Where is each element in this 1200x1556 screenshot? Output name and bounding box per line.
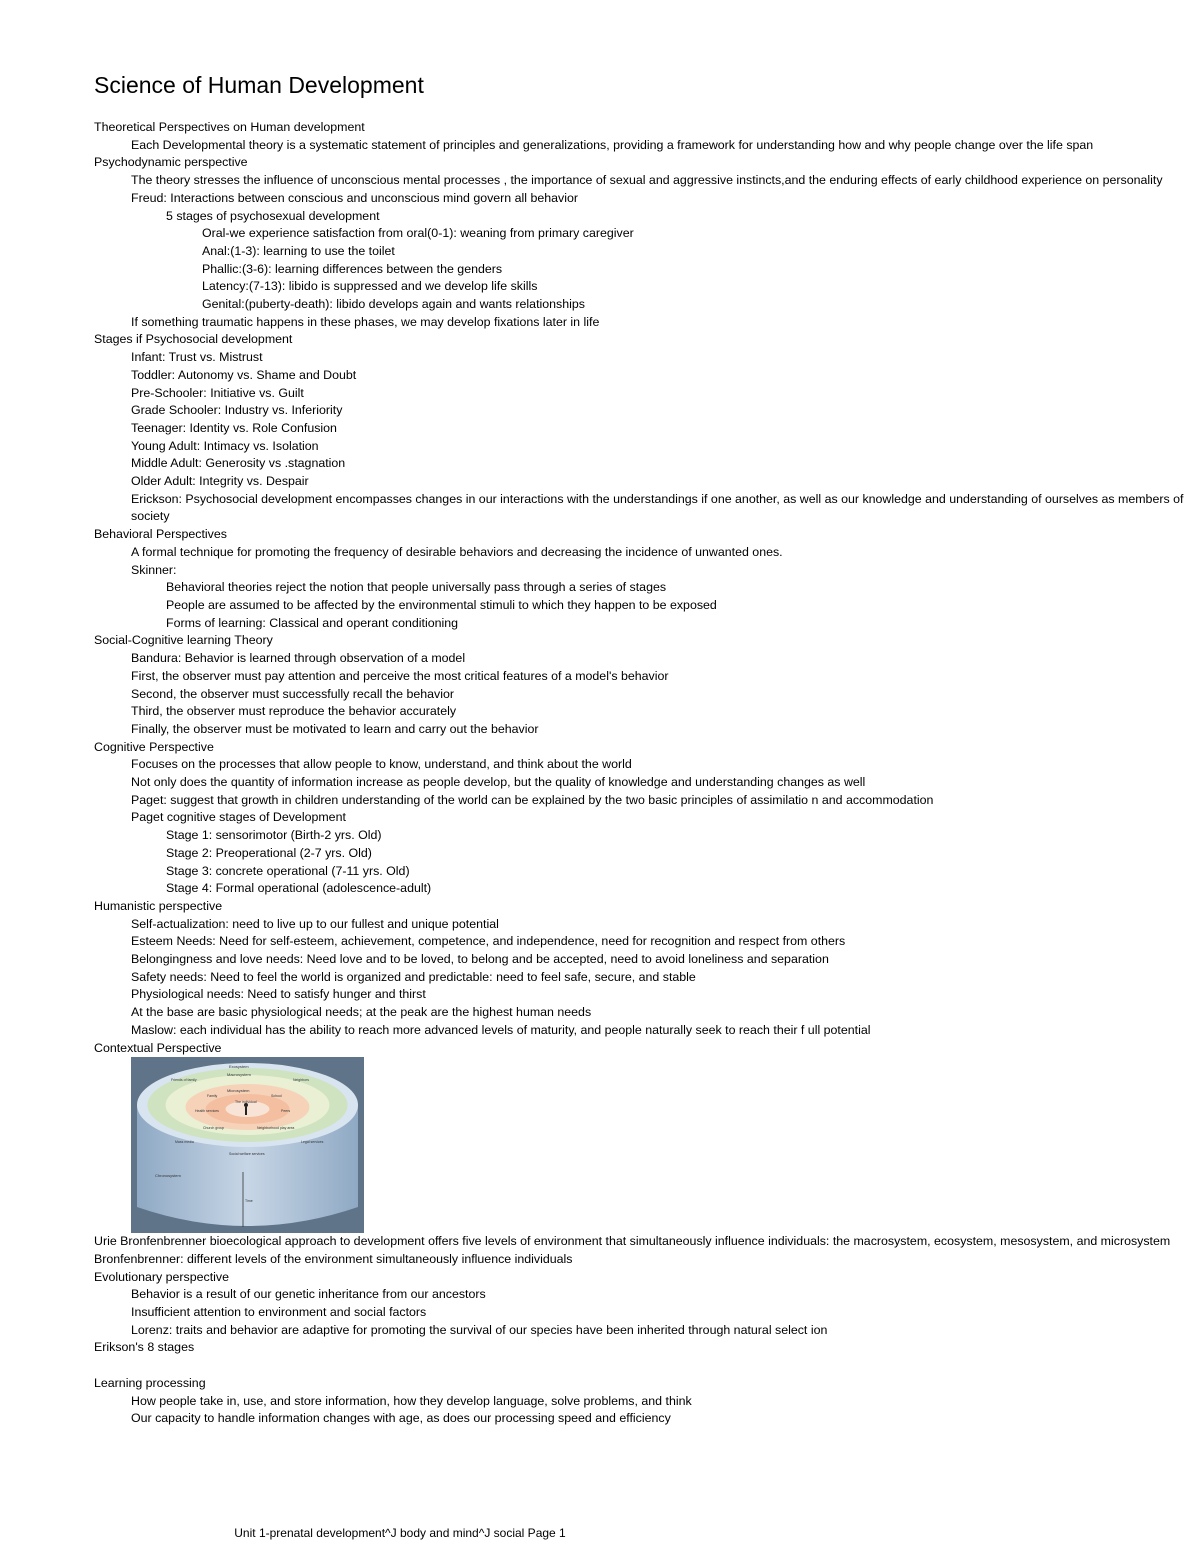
section-heading: Erikson's 8 stages xyxy=(94,1340,195,1355)
note-line: Lorenz: traits and behavior are adaptive for promoting the survival of our species have been inherited through natural select ion xyxy=(131,1322,828,1337)
page-title: Science of Human Development xyxy=(94,72,424,98)
note-line: Middle Adult: Generosity vs .stagnation xyxy=(131,456,346,471)
label-chronosystem: Chronosystem xyxy=(155,1173,181,1179)
label-mass-media: Mass media xyxy=(175,1140,194,1145)
label-macrosystem: Macrosystem xyxy=(227,1072,251,1078)
note-line: Toddler: Autonomy vs. Shame and Doubt xyxy=(131,367,357,382)
section-heading: Cognitive Perspective xyxy=(94,739,214,754)
note-line: Grade Schooler: Industry vs. Inferiority xyxy=(131,403,343,418)
note-line: 5 stages of psychosexual development xyxy=(166,208,380,223)
note-line: Oral-we experience satisfaction from oral(0-1): weaning from primary caregiver xyxy=(202,226,634,241)
note-line: Anal:(1-3): learning to use the toilet xyxy=(202,243,395,258)
label-microsystem: Microsystem xyxy=(227,1088,250,1094)
label-neighbors: Neighbors xyxy=(293,1078,309,1083)
note-line: Genital:(puberty-death): libido develops again and wants relationships xyxy=(202,297,585,312)
note-line: Focuses on the processes that allow people to know, understand, and think about the world xyxy=(131,757,632,772)
section-heading: Evolutionary perspective xyxy=(94,1269,229,1284)
note-line: Physiological needs: Need to satisfy hunger and thirst xyxy=(131,987,426,1002)
section-heading: Learning processing xyxy=(94,1375,206,1390)
note-line: How people take in, use, and store information, how they develop language, solve problems, and think xyxy=(131,1393,692,1408)
note-line: Paget cognitive stages of Development xyxy=(131,810,346,825)
note-line: Forms of learning: Classical and operant conditioning xyxy=(166,615,459,630)
note-line: Third, the observer must reproduce the behavior accurately xyxy=(131,704,457,719)
label-peers: Peers xyxy=(281,1109,291,1114)
note-line: If something traumatic happens in these phases, we may develop fixations later in life xyxy=(131,314,600,329)
note-line: Insufficient attention to environment and social factors xyxy=(131,1305,427,1320)
note-line: Phallic:(3-6): learning differences between the genders xyxy=(202,261,503,276)
label-legal: Legal services xyxy=(301,1140,324,1145)
note-line: Safety needs: Need to feel the world is organized and predictable: need to feel safe, secure, and stable xyxy=(131,969,696,984)
label-school: School xyxy=(271,1094,282,1099)
note-line: Stage 3: concrete operational (7-11 yrs. Old) xyxy=(166,863,410,878)
note-line: Behavioral theories reject the notion that people universally pass through a series of stages xyxy=(166,580,667,595)
note-line: Belongingness and love needs: Need love and to be loved, to belong and be accepted, need to avoid loneliness and separation xyxy=(131,952,829,967)
note-line: Finally, the observer must be motivated to learn and carry out the behavior xyxy=(131,721,539,736)
note-line: At the base are basic physiological needs; at the peak are the highest human needs xyxy=(131,1005,592,1020)
section-heading: Urie Bronfenbrenner bioecological approach to development offers five levels of environment that simultaneously influence individuals: the macrosystem, ecosystem, mesosystem, and microsystem xyxy=(94,1234,1171,1249)
label-family: Family xyxy=(207,1094,218,1099)
section-heading: Contextual Perspective xyxy=(94,1040,222,1055)
note-line: The theory stresses the influence of unconscious mental processes , the importance of sexual and aggressive instincts,and the enduring effects of early childhood experience on personality xyxy=(131,173,1163,188)
notes-body xyxy=(0,119,1200,1428)
label-church: Church group xyxy=(203,1126,225,1131)
page-footer: Unit 1-prenatal development^J body and mind^J social Page 1 xyxy=(234,1526,566,1540)
label-individual: The individual xyxy=(235,1100,257,1105)
note-line: People are assumed to be affected by the environmental stimuli to which they happen to be exposed xyxy=(166,597,717,612)
label-exosystem: Exosystem xyxy=(229,1064,249,1070)
note-line: Teenager: Identity vs. Role Confusion xyxy=(131,420,337,435)
note-line: Not only does the quantity of information increase as people develop, but the quality of knowledge and understanding changes as well xyxy=(131,775,866,790)
note-line: A formal technique for promoting the frequency of desirable behaviors and decreasing the incidence of unwanted ones. xyxy=(131,544,783,559)
note-line: Maslow: each individual has the ability to reach more advanced levels of maturity, and people naturally seek to reach their f ull potential xyxy=(131,1022,871,1037)
note-line: Self-actualization: need to live up to our fullest and unique potential xyxy=(131,916,499,931)
note-line: Latency:(7-13): libido is suppressed and we develop life skills xyxy=(202,279,538,294)
note-line: Pre-Schooler: Initiative vs. Guilt xyxy=(131,385,304,400)
note-line: Erickson: Psychosocial development encompasses changes in our interactions with the understandings if one another, as well as our knowledge and understanding of ourselves as members of society xyxy=(131,491,1184,524)
note-line: Skinner: xyxy=(131,562,177,577)
label-friends: Friends of family xyxy=(171,1078,197,1083)
note-line: Paget: suggest that growth in children understanding of the world can be explained by the two basic principles of assimilatio n and accommodation xyxy=(131,792,934,807)
label-health: Health services xyxy=(195,1109,219,1114)
label-time: Time xyxy=(245,1199,253,1204)
section-heading: Behavioral Perspectives xyxy=(94,527,227,542)
section-heading: Humanistic perspective xyxy=(94,898,223,913)
section-heading: Psychodynamic perspective xyxy=(94,155,248,170)
note-line: Young Adult: Intimacy vs. Isolation xyxy=(131,438,319,453)
note-line: Freud: Interactions between conscious and unconscious mind govern all behavior xyxy=(131,190,579,205)
note-line: Each Developmental theory is a systematic statement of principles and generalizations, providing a framework for understanding how and why people change over the life span xyxy=(131,137,1094,152)
label-play: Neighborhood play area xyxy=(257,1126,295,1131)
note-line: Stage 1: sensorimotor (Birth-2 yrs. Old) xyxy=(166,828,382,843)
note-line: Bandura: Behavior is learned through observation of a model xyxy=(131,651,466,666)
note-line: First, the observer must pay attention and perceive the most critical features of a model's behavior xyxy=(131,668,669,683)
bioecological-model-diagram xyxy=(131,1057,364,1233)
note-line: Older Adult: Integrity vs. Despair xyxy=(131,474,309,489)
note-line: Behavior is a result of our genetic inheritance from our ancestors xyxy=(131,1287,486,1302)
note-line: Stage 2: Preoperational (2-7 yrs. Old) xyxy=(166,845,372,860)
note-line: Stage 4: Formal operational (adolescence-adult) xyxy=(166,881,432,896)
label-social: Social welfare services xyxy=(229,1152,265,1157)
section-heading: Bronfenbrenner: different levels of the environment simultaneously influence individuals xyxy=(94,1251,573,1266)
note-line: Infant: Trust vs. Mistrust xyxy=(131,350,263,365)
note-line: Esteem Needs: Need for self-esteem, achievement, competence, and independence, need for recognition and respect from others xyxy=(131,934,846,949)
section-heading: Stages if Psychosocial development xyxy=(94,332,293,347)
section-heading: Social-Cognitive learning Theory xyxy=(94,633,273,648)
section-heading: Theoretical Perspectives on Human development xyxy=(94,120,365,134)
bioecological-figure xyxy=(0,1057,1200,1233)
note-line: Our capacity to handle information changes with age, as does our processing speed and efficiency xyxy=(131,1411,671,1426)
blank-line xyxy=(0,1357,1200,1375)
note-line: Second, the observer must successfully recall the behavior xyxy=(131,686,455,701)
